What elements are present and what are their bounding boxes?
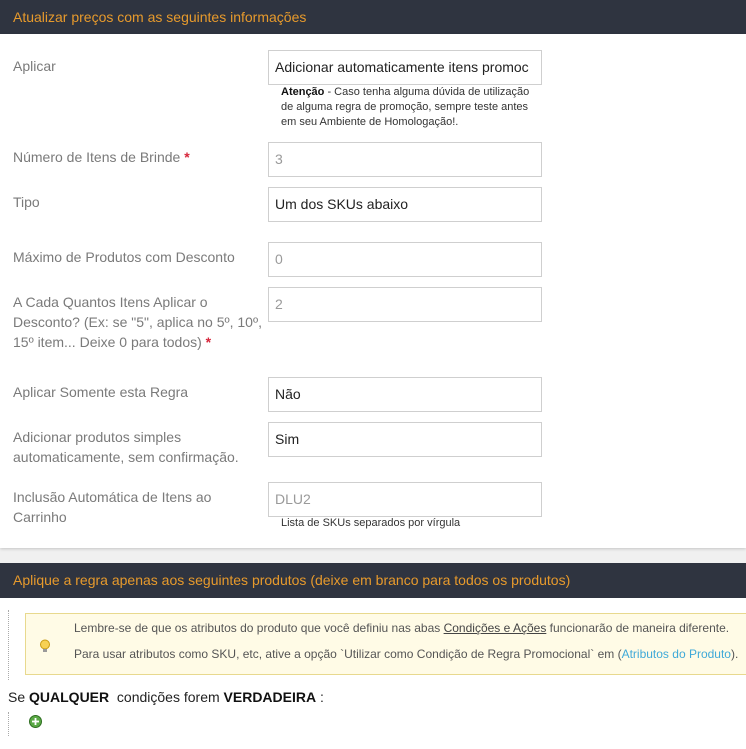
aplicar-note (281, 85, 529, 130)
add-condition-icon[interactable] (29, 715, 42, 728)
label-somente: Aplicar Somente esta Regra (13, 384, 189, 400)
tree-guide (8, 610, 9, 680)
aggregator-select[interactable]: QUALQUER (29, 689, 110, 705)
inclusao-input[interactable]: DLU2 (268, 482, 542, 517)
aplicar-select[interactable]: Adicionar automaticamente itens promoc (268, 50, 542, 85)
section-header-update-prices: Atualizar preços com as seguintes informações (0, 0, 746, 34)
label-inclusao: Inclusão Automática de Itens ao Carrinho (13, 489, 212, 525)
note-line3: em seu Ambiente de Homologação!. (281, 116, 459, 128)
conditions-area (0, 598, 746, 749)
link-atributos-produto[interactable]: Atributos do Produto (621, 647, 731, 661)
note-text: - Caso tenha alguma dúvida de utilização (324, 86, 530, 98)
rule-form-panel (0, 34, 746, 548)
lightbulb-icon (38, 639, 52, 653)
condition-statement: Se QUALQUER condições forem VERDADEIRA : (8, 689, 324, 705)
tipo-select[interactable]: Um dos SKUs abaixo (268, 187, 542, 222)
tip-line-2: Para usar atributos como SKU, etc, ative a opção `Utilizar como Condição de Regra Promocional` em (Atributos do Produto). (74, 647, 739, 661)
label-a-cada: A Cada Quantos Itens Aplicar o Desconto? (Ex: se "5", aplica no 5º, 10º, 15º item... Deixe 0 para todos) * (13, 294, 262, 350)
somente-select[interactable]: Não (268, 377, 542, 412)
label-aplicar: Aplicar (13, 58, 56, 74)
required-mark: * (184, 149, 190, 165)
label-simples: Adicionar produtos simples automaticamente, sem confirmação. (13, 429, 239, 465)
inclusao-note: Lista de SKUs separados por vírgula (281, 517, 461, 529)
maximo-input[interactable]: 0 (268, 242, 542, 277)
tree-guide-2 (8, 712, 9, 736)
label-tipo: Tipo (13, 194, 40, 210)
tip-box (25, 613, 746, 675)
value-select[interactable]: VERDADEIRA (223, 689, 317, 705)
a-cada-input[interactable]: 2 (268, 287, 542, 322)
numero-brinde-input[interactable]: 3 (268, 142, 542, 177)
link-condicoes-acoes[interactable]: Condições e Ações (443, 621, 547, 635)
label-maximo: Máximo de Produtos com Desconto (13, 249, 235, 265)
note-strong: Atenção (281, 86, 325, 98)
simples-select[interactable]: Sim (268, 422, 542, 457)
required-mark: * (205, 334, 212, 350)
tip-line-1: Lembre-se de que os atributos do produto que você definiu nas abas Condições e Ações funcionarão de maneira diferente. (74, 621, 730, 635)
section-header-products: Aplique a regra apenas aos seguintes produtos (deixe em branco para todos os produtos) (0, 563, 746, 598)
label-numero-brinde: Número de Itens de Brinde * (13, 149, 190, 165)
note-line2: de alguma regra de promoção, sempre teste antes (281, 101, 529, 113)
